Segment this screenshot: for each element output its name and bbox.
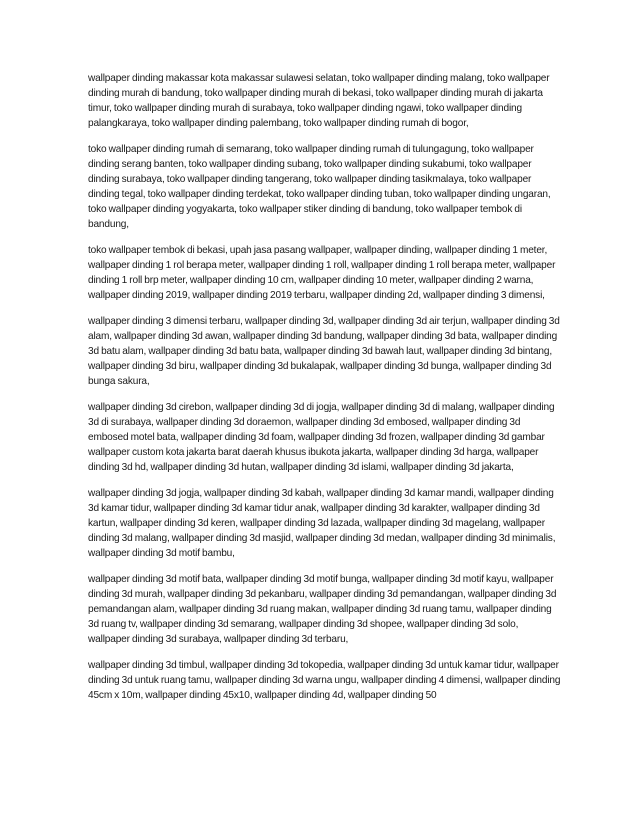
paragraph-6: wallpaper dinding 3d jogja, wallpaper dinding 3d kabah, wallpaper dinding 3d kamar mandi, wallpaper dinding 3d kamar tidur, wallpaper dinding 3d kamar tidur anak, wallpaper dinding 3d karakter, wallpaper dinding 3d kartun, wallpaper dinding 3d keren, wallpaper dinding 3d lazada, wallpaper dinding 3d magelang, wallpaper dinding 3d malang, wallpaper dinding 3d masjid, wallpaper dinding 3d medan, wallpaper dinding 3d minimalis, wallpaper dinding 3d motif bambu, — [88, 487, 556, 560]
paragraph-1: wallpaper dinding makassar kota makassar sulawesi selatan, toko wallpaper dinding malang, toko wallpaper dinding murah di bandung, toko wallpaper dinding murah di bekasi, toko wallpaper dinding murah di jakarta timur, toko wallpaper dinding murah di surabaya, toko wallpaper dinding ngawi, toko wallpaper dinding palangkaraya, toko wallpaper dinding palembang, toko wallpaper dinding rumah di bogor, — [88, 73, 550, 130]
paragraph-4: wallpaper dinding 3 dimensi terbaru, wallpaper dinding 3d, wallpaper dinding 3d air terjun, wallpaper dinding 3d alam, wallpaper dinding 3d awan, wallpaper dinding 3d bandung, wallpaper dinding 3d bata, wallpaper dinding 3d batu alam, wallpaper dinding 3d batu bata, wallpaper dinding 3d bawah laut, wallpaper dinding 3d bintang, wallpaper dinding 3d biru, wallpaper dinding 3d bukalapak, wallpaper dinding 3d bunga, wallpaper dinding 3d bunga sakura, — [88, 315, 560, 388]
paragraph-7: wallpaper dinding 3d motif bata, wallpaper dinding 3d motif bunga, wallpaper dinding 3d motif kayu, wallpaper dinding 3d murah, wallpaper dinding 3d pekanbaru, wallpaper dinding 3d pemandangan, wallpaper dinding 3d pemandangan alam, wallpaper dinding 3d ruang makan, wallpaper dinding 3d ruang tamu, wallpaper dinding 3d ruang tv, wallpaper dinding 3d semarang, wallpaper dinding 3d shopee, wallpaper dinding 3d solo, wallpaper dinding 3d surabaya, wallpaper dinding 3d terbaru, — [88, 573, 557, 646]
document-body — [88, 71, 562, 713]
paragraph-8: wallpaper dinding 3d timbul, wallpaper dinding 3d tokopedia, wallpaper dinding 3d untuk kamar tidur, wallpaper dinding 3d untuk ruang tamu, wallpaper dinding 3d warna ungu, wallpaper dinding 4 dimensi, wallpaper dinding 45cm x 10m, wallpaper dinding 45x10, wallpaper dinding 4d, wallpaper dinding 50 — [88, 659, 561, 701]
paragraph-3: toko wallpaper tembok di bekasi, upah jasa pasang wallpaper, wallpaper dinding, wallpaper dinding 1 meter, wallpaper dinding 1 rol berapa meter, wallpaper dinding 1 roll, wallpaper dinding 1 roll berapa meter, wallpaper dinding 1 roll brp meter, wallpaper dinding 10 cm, wallpaper dinding 10 meter, wallpaper dinding 2 warna, wallpaper dinding 2019, wallpaper dinding 2019 terbaru, wallpaper dinding 2d, wallpaper dinding 3 dimensi, — [88, 244, 556, 302]
paragraph-5: wallpaper dinding 3d cirebon, wallpaper dinding 3d di jogja, wallpaper dinding 3d di malang, wallpaper dinding 3d di surabaya, wallpaper dinding 3d doraemon, wallpaper dinding 3d embosed, wallpaper dinding 3d embosed motel bata, wallpaper dinding 3d foam, wallpaper dinding 3d frozen, wallpaper dinding 3d gambar wallpaper custom kota jakarta barat daerah khusus ibukota jakarta, wallpaper dinding 3d harga, wallpaper dinding 3d hd, wallpaper dinding 3d hutan, wallpaper dinding 3d islami, wallpaper dinding 3d jakarta, — [88, 401, 555, 474]
paragraph-2: toko wallpaper dinding rumah di semarang, toko wallpaper dinding rumah di tulungagung, toko wallpaper dinding serang banten, toko wallpaper dinding subang, toko wallpaper dinding sukabumi, toko wallpaper dinding surabaya, toko wallpaper dinding tangerang, toko wallpaper dinding tasikmalaya, toko wallpaper dinding tegal, toko wallpaper dinding terdekat, toko wallpaper dinding tuban, toko wallpaper dinding ungaran, toko wallpaper dinding yogyakarta, toko wallpaper stiker dinding di bandung, toko wallpaper tembok di bandung, — [88, 143, 551, 231]
